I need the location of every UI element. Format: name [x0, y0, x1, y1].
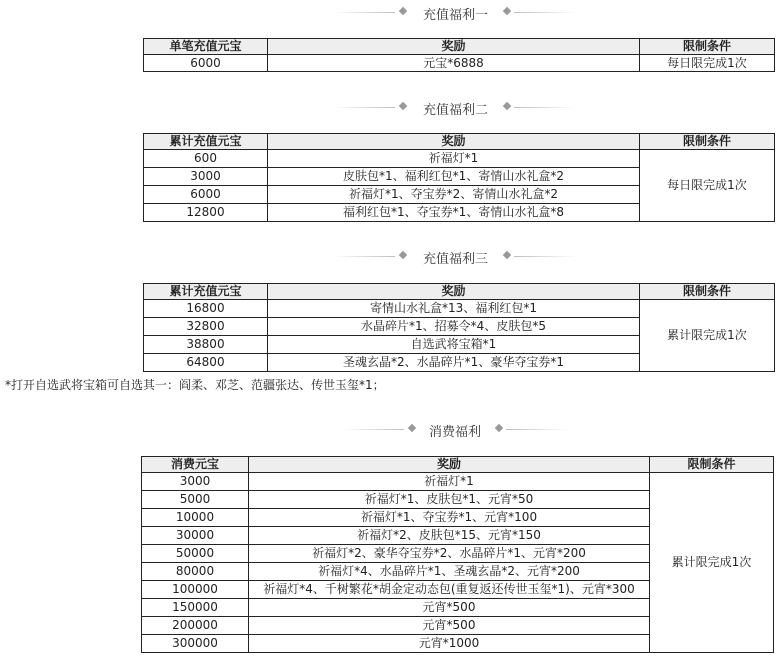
- cell-amount: 64800: [144, 354, 268, 372]
- cell-amount: 200000: [142, 617, 249, 635]
- diamond-icon: [399, 102, 407, 110]
- cell-amount: 3000: [144, 168, 268, 186]
- header-reward: 奖励: [268, 134, 640, 150]
- diamond-icon: [408, 424, 416, 432]
- diamond-icon: [503, 102, 511, 110]
- table-row: [144, 150, 775, 168]
- reward-table-1: [143, 38, 775, 72]
- reward-table-2: [143, 133, 775, 222]
- section-title-2: [0, 97, 777, 117]
- cell-reward: 元宵*500: [249, 617, 650, 635]
- cell-reward: 寄情山水礼盒*13、福利红包*1: [268, 300, 640, 318]
- cell-reward: 祈福灯*1、皮肤包*1、元宵*50: [249, 491, 650, 509]
- section-title-4: [0, 419, 777, 439]
- cell-reward: 祈福灯*2、皮肤包*15、元宵*150: [249, 527, 650, 545]
- cell-reward: 皮肤包*1、福利红包*1、寄情山水礼盒*2: [268, 168, 640, 186]
- cell-reward: 祈福灯*1: [249, 473, 650, 491]
- reward-table-4: [141, 456, 774, 653]
- cell-reward: 祈福灯*1: [268, 150, 640, 168]
- table-row: [144, 300, 775, 318]
- diamond-icon: [495, 424, 503, 432]
- cell-reward: 祈福灯*4、千树繁花*胡金定动态包(重复返还传世玉玺*1)、元宵*300: [249, 581, 650, 599]
- cell-limit: 累计限完成1次: [650, 473, 774, 653]
- header-amount: 消费元宝: [142, 457, 249, 473]
- section-title-3: [0, 246, 777, 266]
- cell-limit: 每日限完成1次: [640, 55, 775, 72]
- table-header-row: [144, 39, 775, 55]
- cell-reward: 祈福灯*2、豪华夺宝券*2、水晶碎片*1、元宵*200: [249, 545, 650, 563]
- cell-amount: 3000: [142, 473, 249, 491]
- diamond-icon: [503, 7, 511, 15]
- title-divider-right: [514, 256, 576, 257]
- header-reward: 奖励: [249, 457, 650, 473]
- cell-limit: 每日限完成1次: [640, 150, 775, 222]
- footnote: *打开自选武将宝箱可自选其一：阎柔、邓芝、范疆张达、传世玉玺*1；: [5, 378, 385, 392]
- cell-amount: 16800: [144, 300, 268, 318]
- cell-reward: 福利红包*1、夺宝券*1、寄情山水礼盒*8: [268, 204, 640, 222]
- cell-amount: 300000: [142, 635, 249, 653]
- header-limit: 限制条件: [640, 39, 775, 55]
- table-header-row: [144, 284, 775, 300]
- cell-reward: 水晶碎片*1、招募令*4、皮肤包*5: [268, 318, 640, 336]
- header-reward: 奖励: [268, 39, 640, 55]
- title-divider-left: [333, 12, 395, 13]
- header-limit: 限制条件: [650, 457, 774, 473]
- section-title-text: 充值福利一: [423, 8, 489, 23]
- cell-amount: 5000: [142, 491, 249, 509]
- cell-amount: 50000: [142, 545, 249, 563]
- table-header-row: [142, 457, 774, 473]
- cell-reward: 圣魂玄晶*2、水晶碎片*1、豪华夺宝券*1: [268, 354, 640, 372]
- cell-amount: 32800: [144, 318, 268, 336]
- diamond-icon: [503, 251, 511, 259]
- header-amount: 累计充值元宝: [144, 284, 268, 300]
- diamond-icon: [399, 7, 407, 15]
- section-title-text: 充值福利三: [423, 252, 489, 267]
- cell-reward: 元宵*1000: [249, 635, 650, 653]
- header-limit: 限制条件: [640, 134, 775, 150]
- title-divider-right: [514, 12, 576, 13]
- cell-amount: 80000: [142, 563, 249, 581]
- cell-amount: 150000: [142, 599, 249, 617]
- cell-amount: 600: [144, 150, 268, 168]
- table-row: [144, 55, 775, 72]
- header-amount: 累计充值元宝: [144, 134, 268, 150]
- cell-amount: 6000: [144, 55, 268, 72]
- title-divider-right: [506, 429, 568, 430]
- section-title-1: [0, 2, 777, 22]
- title-divider-left: [333, 256, 395, 257]
- cell-reward: 祈福灯*1、夺宝券*2、寄情山水礼盒*2: [268, 186, 640, 204]
- section-title-text: 充值福利二: [423, 103, 489, 118]
- title-divider-left: [333, 107, 395, 108]
- cell-amount: 12800: [144, 204, 268, 222]
- cell-amount: 30000: [142, 527, 249, 545]
- cell-amount: 10000: [142, 509, 249, 527]
- diamond-icon: [399, 251, 407, 259]
- cell-amount: 100000: [142, 581, 249, 599]
- cell-limit: 累计限完成1次: [640, 300, 775, 372]
- title-divider-right: [514, 107, 576, 108]
- header-amount: 单笔充值元宝: [144, 39, 268, 55]
- cell-amount: 38800: [144, 336, 268, 354]
- reward-table-3: [143, 283, 775, 372]
- table-header-row: [144, 134, 775, 150]
- cell-reward: 自选武将宝箱*1: [268, 336, 640, 354]
- cell-reward: 元宝*6888: [268, 55, 640, 72]
- header-limit: 限制条件: [640, 284, 775, 300]
- section-title-text: 消费福利: [429, 425, 482, 440]
- cell-amount: 6000: [144, 186, 268, 204]
- cell-reward: 祈福灯*4、水晶碎片*1、圣魂玄晶*2、元宵*200: [249, 563, 650, 581]
- title-divider-left: [342, 429, 404, 430]
- table-row: [142, 473, 774, 491]
- cell-reward: 祈福灯*1、夺宝券*1、元宵*100: [249, 509, 650, 527]
- header-reward: 奖励: [268, 284, 640, 300]
- cell-reward: 元宵*500: [249, 599, 650, 617]
